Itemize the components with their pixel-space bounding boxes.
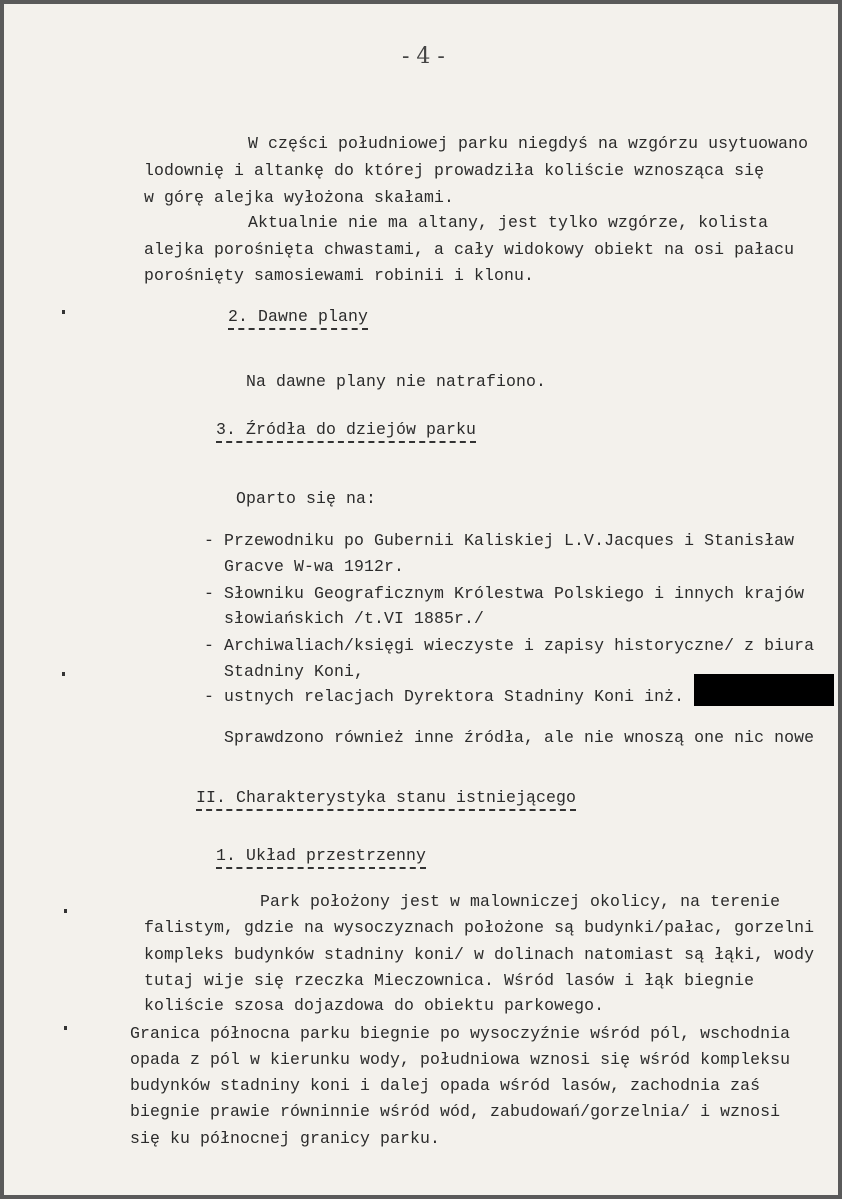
section-2-heading: 2. Dawne plany [228, 307, 368, 330]
document-page [4, 4, 838, 1195]
body-line-3: kompleks budynków stadniny koni/ w dolinach natomiast są łąki, wody [144, 945, 815, 964]
source-item-3: - Archiwaliach/księgi wieczyste i zapisy historyczne/ z biura [204, 636, 815, 655]
body-line-2: falistym, gdzie na wysoczyznach położone są budynki/pałac, gorzelni [144, 918, 815, 937]
source-item-1-cont: Gracve W-wa 1912r. [224, 557, 405, 576]
section-3-heading: 3. Źródła do dziejów parku [216, 420, 476, 443]
margin-mark [64, 909, 67, 913]
source-item-4: - ustnych relacjach Dyrektora Stadniny Koni inż. [204, 687, 685, 706]
part-2-heading: II. Charakterystyka stanu istniejącego [196, 788, 576, 811]
margin-mark [64, 1026, 67, 1030]
section-3-closing: Sprawdzono również inne źródła, ale nie wnoszą one nic nowe [224, 728, 815, 747]
redaction-bar [694, 674, 834, 706]
body-line-1: Park położony jest w malowniczej okolicy, na terenie [260, 892, 781, 911]
intro-line-3: w górę alejka wyłożona skałami. [144, 188, 455, 207]
intro-line-1: W części południowej parku niegdyś na wzgórzu usytuowano [248, 134, 809, 153]
body-line-5: koliście szosa dojazdowa do obiektu parkowego. [144, 996, 605, 1015]
margin-mark [62, 310, 65, 314]
body-line-7: opada z pól w kierunku wody, południowa wznosi się wśród kompleksu [130, 1050, 791, 1069]
subsection-1-heading: 1. Układ przestrzenny [216, 846, 426, 869]
section-2-text: Na dawne plany nie natrafiono. [246, 372, 547, 391]
body-line-6: Granica północna parku biegnie po wysoczyźnie wśród pól, wschodnia [130, 1024, 791, 1043]
body-line-9: biegnie prawie równinnie wśród wód, zabudowań/gorzelnia/ i wznosi [130, 1102, 781, 1121]
source-item-3-cont: Stadniny Koni, [224, 662, 365, 681]
intro-line-5: alejka porośnięta chwastami, a cały widokowy obiekt na osi pałacu [144, 240, 795, 259]
source-item-2: - Słowniku Geograficznym Królestwa Polskiego i innych krajów [204, 584, 805, 603]
source-item-1: - Przewodniku po Gubernii Kaliskiej L.V.Jacques i Stanisław [204, 531, 795, 550]
body-line-4: tutaj wije się rzeczka Mieczownica. Wśród lasów i łąk biegnie [144, 971, 755, 990]
section-3-intro: Oparto się na: [236, 489, 377, 508]
margin-mark [62, 672, 65, 676]
page-number: - 4 - [402, 44, 445, 69]
source-item-2-cont: słowiańskich /t.VI 1885r./ [224, 609, 485, 628]
intro-line-2: lodownię i altankę do której prowadziła koliście wznosząca się [144, 161, 765, 180]
intro-line-4: Aktualnie nie ma altany, jest tylko wzgórze, kolista [248, 213, 769, 232]
body-line-10: się ku północnej granicy parku. [130, 1129, 441, 1148]
body-line-8: budynków stadniny koni i dalej opada wśród lasów, zachodnia zaś [130, 1076, 761, 1095]
intro-line-6: porośnięty samosiewami robinii i klonu. [144, 266, 535, 285]
